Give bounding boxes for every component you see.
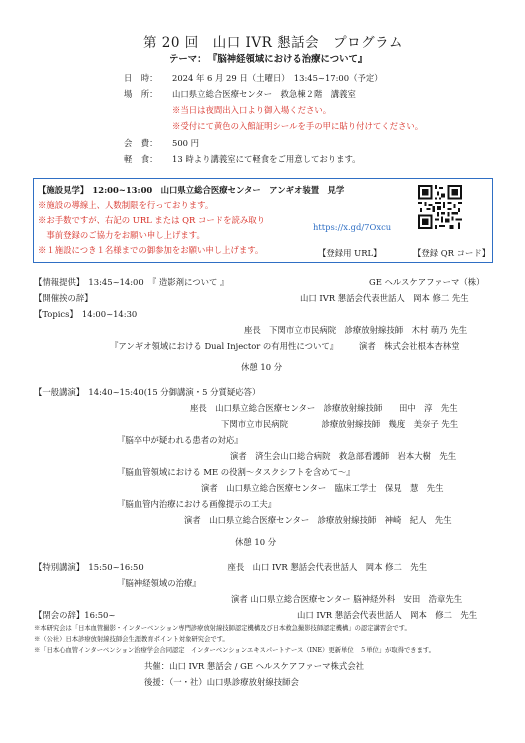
tour-note-3: 事前登録のご協力をお願い申し上げます。 bbox=[38, 230, 205, 240]
registration-link[interactable]: https://x.gd/7Oxcu bbox=[313, 222, 392, 232]
theme-value: 『脳神経領域における治療について』 bbox=[208, 54, 368, 65]
date-value: 2024 年 6 月 29 日（土曜日） 13:45~17:00（予定） bbox=[172, 73, 383, 83]
fee-label: 会 費： bbox=[124, 138, 158, 148]
lecture-2-title: 『脳血管領域における ME の役割～タスクシフトを含めて～』 bbox=[117, 467, 355, 477]
special-lecture-title: 『脳神経領域の治療』 bbox=[117, 578, 201, 588]
lecture-1-speaker: 演者 済生会山口総合病院 救急部看護師 岩本大樹 先生 bbox=[230, 451, 457, 461]
info-session: 【情報提供】 13:45~14:00 『 造影剤について 』 bbox=[34, 277, 229, 287]
tour-heading: 【施設見学】 12:00~13:00 山口県立総合医療センター アンギオ装置 見学 bbox=[38, 185, 345, 195]
theme-label: テーマ： bbox=[169, 54, 207, 65]
co-host: 共催：山口 IVR 懇話会 / GE ヘルスケアファーマ株式会社 bbox=[144, 661, 365, 671]
tour-note-4: ※１施設につき１名様までの御参加をお願い申し上げます。 bbox=[38, 245, 264, 255]
general-chair-1: 座長 山口県立総合医療センター 診療放射線技師 田中 淳 先生 bbox=[190, 403, 458, 413]
venue-label: 場 所： bbox=[124, 89, 158, 99]
tour-note-1: ※施設の導線上、人数制限を行っております。 bbox=[38, 200, 214, 210]
lecture-1-title: 『脳卒中が疑われる患者の対応』 bbox=[117, 435, 243, 445]
lecture-2-speaker: 演者 山口県立総合医療センター 臨床工学士 保見 慧 先生 bbox=[201, 483, 444, 493]
note-certification: ※本研究会は「日本血管撮影・インターベンション専門診療放射線技師認定機構及び日本救急撮影技師認定機構」の認定講習会です。 bbox=[34, 625, 411, 632]
url-caption: 【登録用 URL】 bbox=[318, 248, 382, 258]
general-chair-2: 下関市立市民病院 診療放射線技師 幾度 美奈子 先生 bbox=[221, 419, 459, 429]
lecture-3-title: 『脳血管内治療における画像提示の工夫』 bbox=[117, 499, 277, 509]
qr-caption: 【登録 QR コード】 bbox=[413, 248, 491, 258]
opening-address: 【開催挨の辞】 bbox=[34, 293, 93, 303]
tour-note-2: ※お手数ですが、右記の URL または QR コードを読み取り bbox=[38, 215, 265, 225]
general-lecture-heading: 【一般講演】 14:40~15:40(15 分御講演・5 分質疑応答） bbox=[34, 387, 261, 397]
note-points: ※（公社）日本診療放射線技師会生涯教育ポイント対象研究会です。 bbox=[34, 636, 229, 643]
meal-value: 13 時より講義室にて軽食をご用意しております。 bbox=[172, 154, 361, 164]
note-ine: ※「日本心血管インターベンション治療学会合同認定 インターベンションエキスパートナース（INE）更新単位 ５単位」が取得できます。 bbox=[34, 647, 435, 654]
closing-address: 【閉会の辞】16:50~ bbox=[34, 610, 116, 620]
special-lecture-speaker: 演者 山口県立総合医療センター 脳神経外科 安田 浩章先生 bbox=[231, 594, 463, 604]
break-2: 休憩 10 分 bbox=[235, 537, 277, 547]
qr-code-icon[interactable] bbox=[418, 185, 462, 229]
venue-value: 山口県立総合医療センター 救急棟２階 講義室 bbox=[172, 89, 356, 99]
topics-chair: 座長 下関市立市民病院 診療放射線技師 木村 萌乃 先生 bbox=[244, 325, 468, 335]
break-1: 休憩 10 分 bbox=[241, 362, 283, 372]
meal-label: 軽 食： bbox=[124, 154, 158, 164]
topics-heading: 【Topics】 14:00~14:30 bbox=[34, 309, 138, 319]
date-label: 日 時： bbox=[124, 73, 158, 83]
special-lecture: 【特別講演】 15:50~16:50 座長 山口 IVR 懇話会代表世話人 岡本 修二 先生 bbox=[34, 562, 427, 572]
topics-lecture: 『アンギオ領域における Dual Injector の有用性について』 演者 株式会社根本杏林堂 bbox=[110, 341, 460, 351]
support: 後援：（一・社）山口県診療放射線技師会 bbox=[144, 677, 299, 687]
opening-address-speaker: 山口 IVR 懇話会代表世話人 岡本 修二 先生 bbox=[300, 293, 469, 303]
info-session-sponsor: GE ヘルスケアファーマ（株） bbox=[369, 277, 485, 287]
lecture-3-speaker: 演者 山口県立総合医療センター 診療放射線技師 神崎 紀人 先生 bbox=[184, 515, 452, 525]
fee-value: 500 円 bbox=[172, 138, 200, 148]
entrance-note: ※当日は夜間出入口より御入場ください。 bbox=[172, 105, 332, 115]
sticker-note: ※受付にて黄色の入館証明シールを手の甲に貼り付けてください。 bbox=[172, 121, 424, 131]
page-title: 第 20 回 山口 IVR 懇話会 プログラム bbox=[143, 35, 403, 51]
closing-address-speaker: 山口 IVR 懇話会代表世話人 岡本 修二 先生 bbox=[297, 610, 478, 620]
